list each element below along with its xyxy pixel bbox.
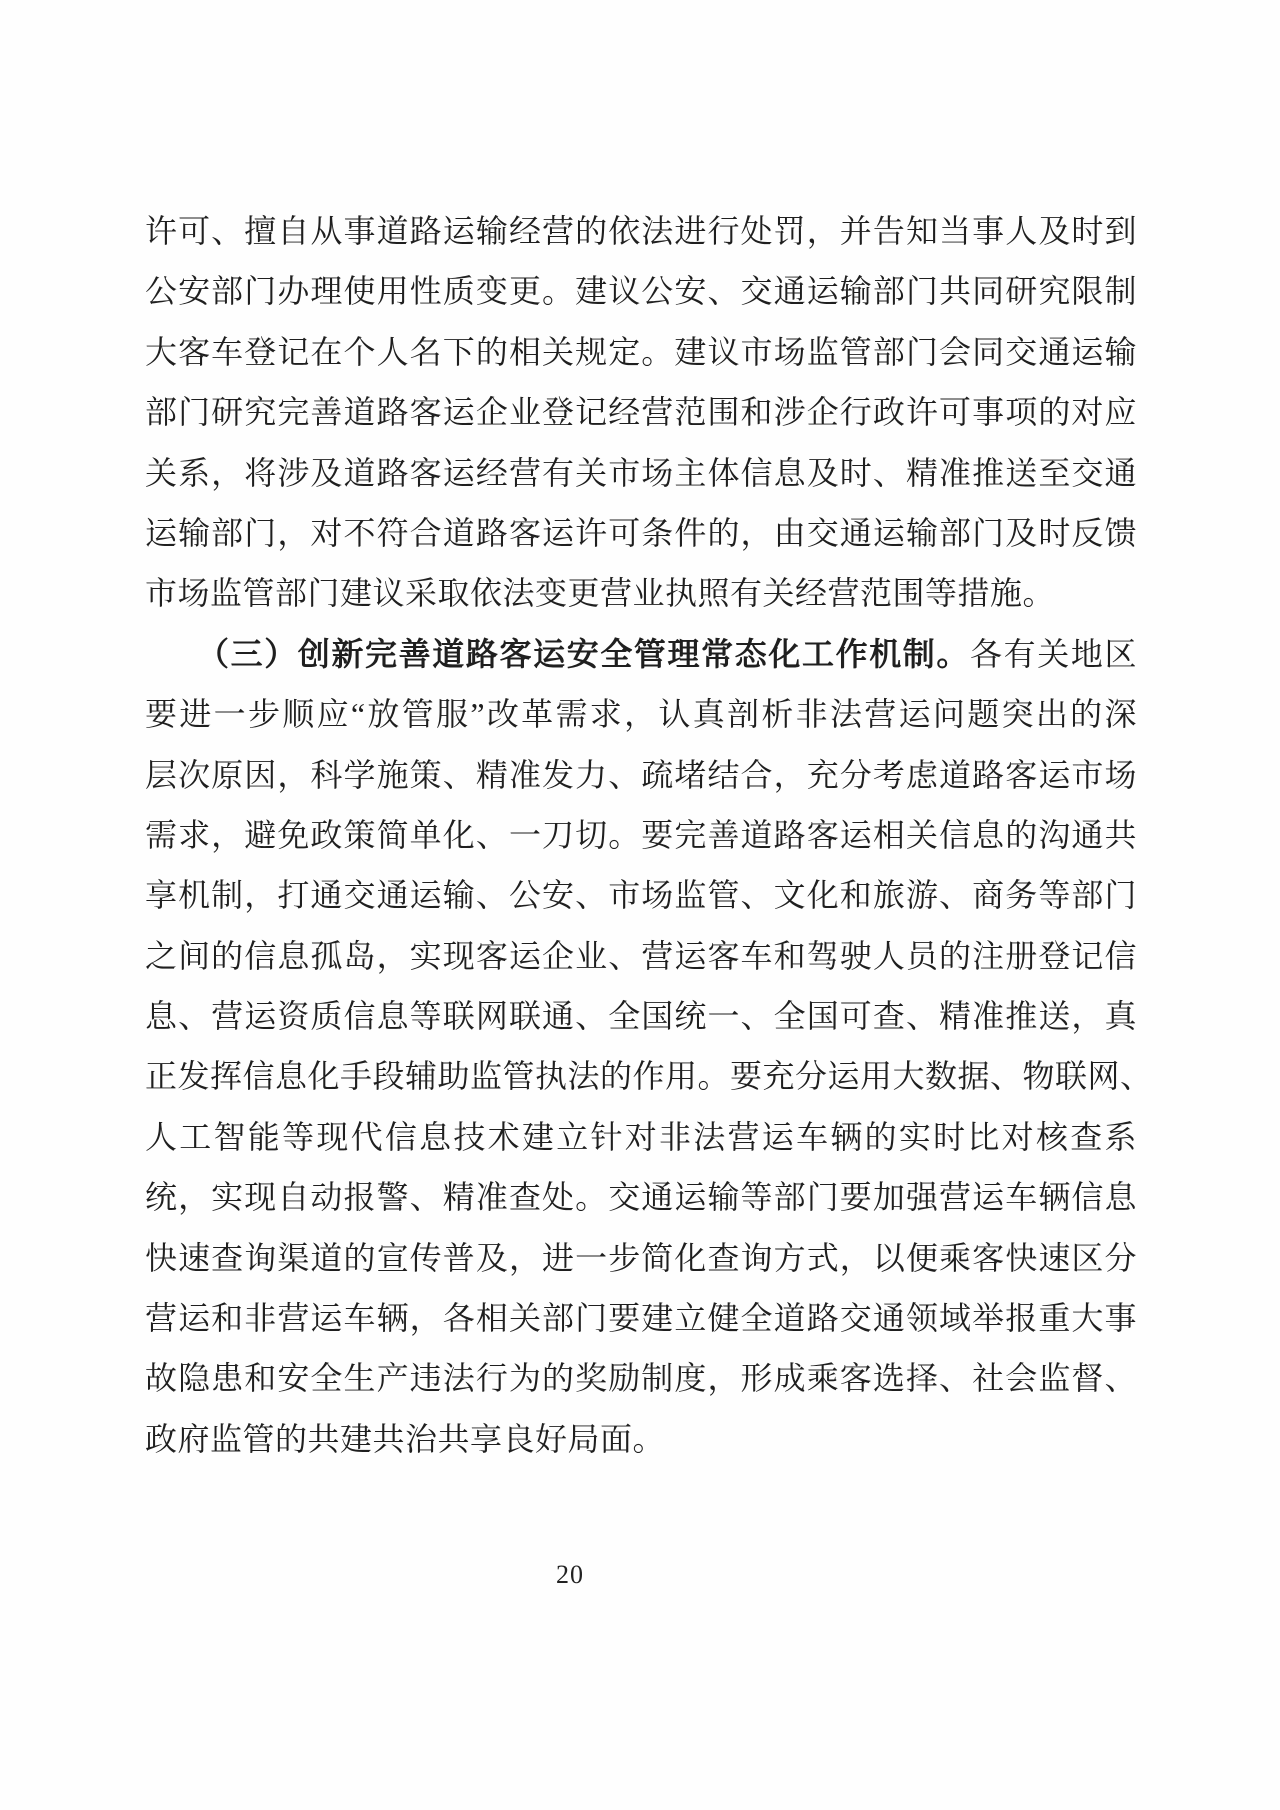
paragraph1-line: 运输部门，对不符合道路客运许可条件的，由交通运输部门及时反馈 <box>145 514 1137 551</box>
paragraph2-line: 享机制，打通交通运输、公安、市场监管、文化和旅游、商务等部门 <box>145 877 1137 914</box>
paragraph2-line: 营运和非营运车辆，各相关部门要建立健全道路交通领域举报重大事 <box>145 1300 1137 1337</box>
paragraph1-line: 关系，将涉及道路客运经营有关市场主体信息及时、精准推送至交通 <box>145 454 1137 491</box>
paragraph2-line1-rest: 各有关地区 <box>970 635 1137 672</box>
paragraph2-line: 需求，避免政策简单化、一刀切。要完善道路客运相关信息的沟通共 <box>145 816 1137 853</box>
paragraph1-line: 公安部门办理使用性质变更。建议公安、交通运输部门共同研究限制 <box>145 273 1137 310</box>
paragraph2-line: 之间的信息孤岛，实现客运企业、营运客车和驾驶人员的注册登记信 <box>145 937 1137 974</box>
paragraph2-line: 故隐患和安全生产违法行为的奖励制度，形成乘客选择、社会监督、 <box>145 1360 1137 1397</box>
text-block <box>145 201 1153 1469</box>
paragraph2-line: 息、营运资质信息等联网联通、全国统一、全国可查、精准推送，真 <box>145 998 1137 1035</box>
paragraph2-line: 层次原因，科学施策、精准发力、疏堵结合，充分考虑道路客运市场 <box>145 756 1137 793</box>
paragraph2-line: 政府监管的共建共治共享良好局面。 <box>145 1420 666 1457</box>
paragraph2-heading-line <box>145 624 1137 684</box>
paragraph1-line: 部门研究完善道路客运企业登记经营范围和涉企行政许可事项的对应 <box>145 394 1137 431</box>
paragraph2-line: 要进一步顺应“放管服”改革需求，认真剖析非法营运问题突出的深 <box>145 696 1137 733</box>
paragraph1-line: 许可、擅自从事道路运输经营的依法进行处罚，并告知当事人及时到 <box>145 213 1137 249</box>
section-heading: （三）创新完善道路客运安全管理常态化工作机制。 <box>197 635 971 672</box>
paragraph1-line: 大客车登记在个人名下的相关规定。建议市场监管部门会同交通运输 <box>145 333 1137 370</box>
paragraph2-line: 快速查询渠道的宣传普及，进一步简化查询方式，以便乘客快速区分 <box>145 1239 1137 1276</box>
page-number: 20 <box>556 1560 584 1589</box>
paragraph2-line: 正发挥信息化手段辅助监管执法的作用。要充分运用大数据、物联网、 <box>145 1058 1153 1095</box>
paragraph2-line: 人工智能等现代信息技术建立针对非法营运车辆的实时比对核查系 <box>145 1118 1137 1155</box>
paragraph2-line: 统，实现自动报警、精准查处。交通运输等部门要加强营运车辆信息 <box>145 1179 1137 1216</box>
paragraph1-line: 市场监管部门建议采取依法变更营业执照有关经营范围等措施。 <box>145 575 1056 612</box>
